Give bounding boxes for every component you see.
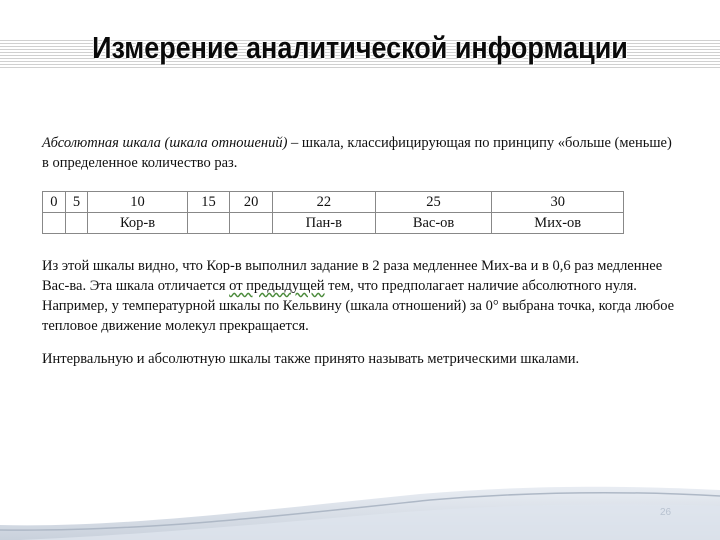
spellcheck-underlined-text: от предыдущей bbox=[229, 278, 325, 294]
table-cell: 0 bbox=[43, 192, 66, 213]
table-cell: 20 bbox=[230, 192, 273, 213]
slide-title: Измерение аналитической информации bbox=[92, 30, 628, 65]
paragraph-conclusion: Интервальную и абсолютную шкалы также принято называть метрическими шкалами. bbox=[42, 351, 580, 367]
paragraph-text: Из этой шкалы видно, что Кор-в выполнил задание в 2 раза медленнее Мих-ва и в 0,6 раз медленнее Вас-ва. Эта шкала отличается bbox=[42, 258, 663, 294]
table-cell: 25 bbox=[375, 192, 492, 213]
page-number: 26 bbox=[660, 507, 672, 518]
table-cell bbox=[230, 213, 273, 234]
intro-definition bbox=[42, 133, 682, 173]
body-text bbox=[42, 256, 692, 382]
table-cell bbox=[187, 213, 230, 234]
paragraph-explanation bbox=[42, 256, 692, 336]
term-definition: – шкала, классифицирующая по принципу «больше (меньше) в определенное количество раз. bbox=[42, 135, 672, 171]
table-cell: 22 bbox=[272, 192, 375, 213]
table-row-names bbox=[43, 213, 624, 234]
table-cell bbox=[65, 213, 88, 234]
table-cell: 10 bbox=[88, 192, 187, 213]
table-cell bbox=[43, 213, 66, 234]
table-cell: 15 bbox=[187, 192, 230, 213]
table-cell: 5 bbox=[65, 192, 88, 213]
table-cell: 30 bbox=[492, 192, 624, 213]
table-cell: Пан-в bbox=[272, 213, 375, 234]
table-row-values bbox=[43, 192, 624, 213]
bottom-wave-decoration bbox=[0, 470, 720, 540]
term-label: Абсолютная шкала (шкала отношений) bbox=[42, 135, 288, 151]
table-cell: Кор-в bbox=[88, 213, 187, 234]
table-cell: Вас-ов bbox=[375, 213, 492, 234]
ratio-scale-table bbox=[42, 191, 624, 234]
table-cell: Мих-ов bbox=[492, 213, 624, 234]
paragraph-text: тем, что предполагает наличие абсолютного нуля. Например, у температурной шкалы по Кельвину (шкала отношений) за 0° выбрана точка, когда любое тепловое движение молекул прекращается. bbox=[42, 278, 675, 334]
